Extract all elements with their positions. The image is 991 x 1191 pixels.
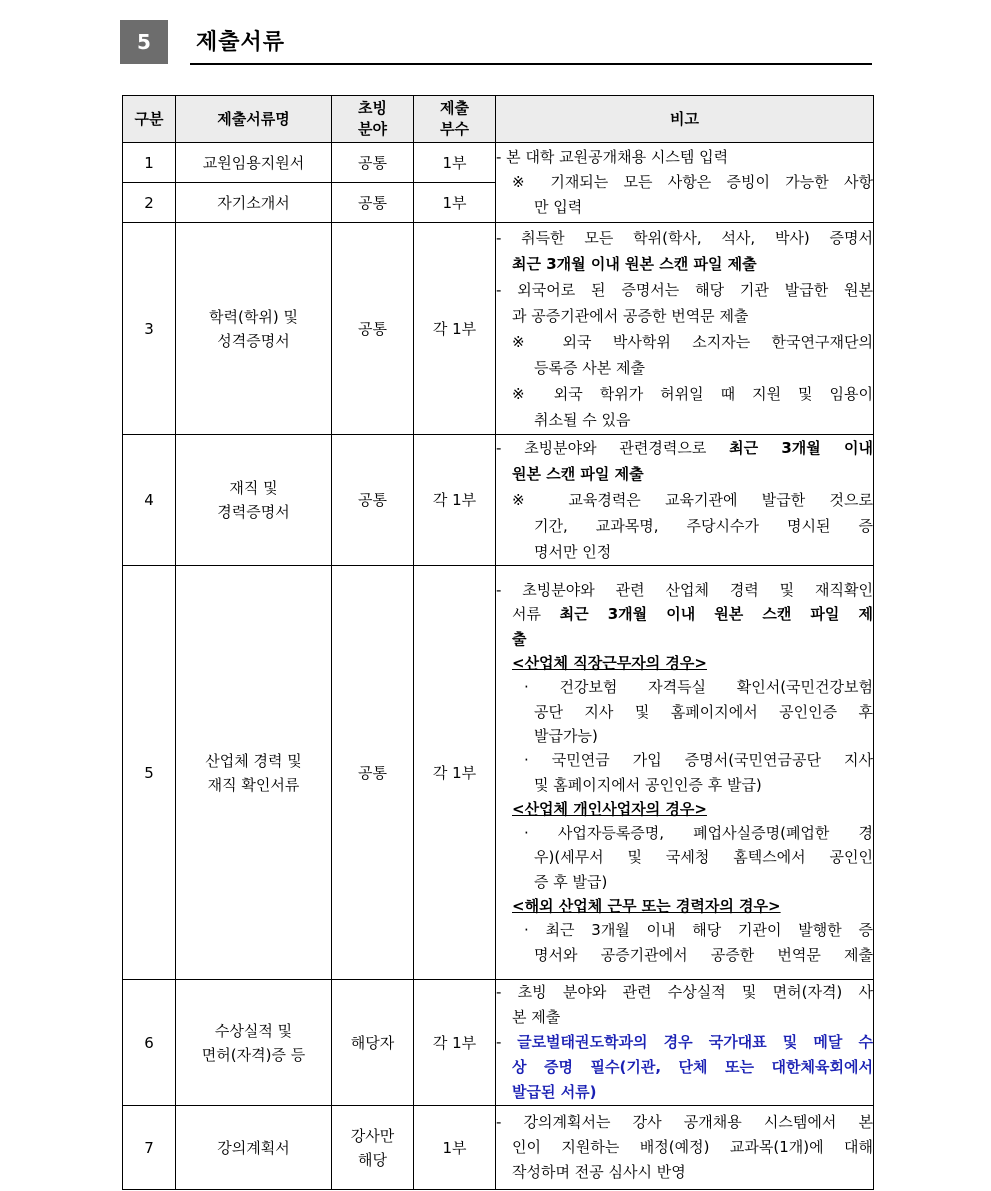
row-remarks bbox=[496, 143, 874, 223]
row-no: 6 bbox=[123, 980, 176, 1106]
table-row bbox=[123, 566, 874, 980]
remark-text: - 초빙분야와 관련경력으로 bbox=[496, 439, 730, 457]
row-remarks bbox=[496, 1106, 874, 1190]
remark-line bbox=[496, 1030, 873, 1055]
remark-line: - 본 대학 교원공개채용 시스템 입력 bbox=[496, 148, 729, 166]
remark-line: ※ 기재되는 모든 사항은 증빙이 가능한 사항 bbox=[512, 173, 873, 191]
row-copies: 각 1부 bbox=[414, 435, 496, 566]
remark-line: 명서만 인정 bbox=[534, 543, 612, 561]
remark-text: 서류 bbox=[512, 605, 560, 624]
row-name: 학력(학위) 및 성격증명서 bbox=[176, 223, 332, 435]
remark-line: 출 bbox=[512, 629, 527, 648]
remark-line: 만 입력 bbox=[534, 198, 583, 216]
table-row bbox=[123, 435, 874, 566]
remark-line: 인이 지원하는 배정(예정) 교과목(1개)에 대해 bbox=[512, 1138, 873, 1156]
remark-line: ※ 외국 학위가 허위일 때 지원 및 임용이 bbox=[512, 384, 873, 403]
row-no: 4 bbox=[123, 435, 176, 566]
remark-line: · 건강보험 자격득실 확인서(국민건강보험 bbox=[524, 678, 873, 697]
row-name: 재직 및 경력증명서 bbox=[176, 435, 332, 566]
row-field: 공통 bbox=[332, 435, 414, 566]
subheading-overseas: <해외 산업체 근무 또는 경력자의 경우> bbox=[512, 896, 781, 915]
remark-line: 원본 스캔 파일 제출 bbox=[512, 465, 644, 483]
remark-line: 발급된 서류) bbox=[512, 1083, 597, 1101]
header-no: 구분 bbox=[123, 96, 176, 143]
remark-line: 명서와 공증기관에서 공증한 번역문 제출 bbox=[534, 945, 873, 964]
row-name: 산업체 경력 및 재직 확인서류 bbox=[176, 566, 332, 980]
remark-line bbox=[496, 435, 873, 461]
remark-line: 및 홈페이지에서 공인인증 후 발급) bbox=[534, 775, 762, 794]
row-no: 7 bbox=[123, 1106, 176, 1190]
remark-emphasis: 최근 3개월 이내 원본 스캔 파일 제 bbox=[559, 605, 873, 624]
remark-line: · 국민연금 가입 증명서(국민연금공단 지사 bbox=[524, 751, 873, 770]
row-no: 5 bbox=[123, 566, 176, 980]
row-copies: 1부 bbox=[414, 143, 496, 183]
remark-line: - 강의계획서는 강사 공개채용 시스템에서 본 bbox=[496, 1113, 873, 1131]
remark-line: 과 공증기관에서 공증한 번역문 제출 bbox=[512, 306, 749, 325]
remark-line: ※ 외국 박사학위 소지자는 한국연구재단의 bbox=[512, 332, 873, 351]
section-number: 5 bbox=[120, 20, 168, 64]
remark-line bbox=[496, 602, 873, 626]
remark-line: 상 증명 필수(기관, 단체 또는 대한체육회에서 bbox=[512, 1058, 873, 1076]
row-remarks bbox=[496, 223, 874, 435]
remark-line: - 초빙 분야와 관련 수상실적 및 면허(자격) 사 bbox=[496, 983, 873, 1001]
remark-line: ※ 교육경력은 교육기관에 발급한 것으로 bbox=[512, 491, 873, 509]
remark-line: 작성하며 전공 심사시 반영 bbox=[512, 1163, 686, 1181]
row-name: 자기소개서 bbox=[176, 183, 332, 223]
remark-line: - 취득한 모든 학위(학사, 석사, 박사) 증명서 bbox=[496, 228, 873, 247]
table-row bbox=[123, 223, 874, 435]
table-row bbox=[123, 143, 874, 183]
remark-text: - bbox=[496, 1033, 518, 1051]
remark-line: 취소될 수 있음 bbox=[534, 410, 631, 429]
row-name: 교원임용지원서 bbox=[176, 143, 332, 183]
row-remarks bbox=[496, 980, 874, 1106]
row-field: 공통 bbox=[332, 143, 414, 183]
header-copies: 제출 부수 bbox=[414, 96, 496, 143]
section-title: 제출서류 bbox=[196, 30, 286, 55]
remark-line: 공단 지사 및 홈페이지에서 공인인증 후 bbox=[534, 702, 873, 721]
row-field: 공통 bbox=[332, 223, 414, 435]
row-remarks bbox=[496, 566, 874, 980]
subheading-sole-proprietors: <산업체 개인사업자의 경우> bbox=[512, 799, 707, 818]
remark-line: 최근 3개월 이내 원본 스캔 파일 제출 bbox=[512, 254, 757, 273]
remark-line: · 사업자등록증명, 폐업사실증명(폐업한 경 bbox=[524, 824, 873, 843]
row-copies: 각 1부 bbox=[414, 566, 496, 980]
remark-line: - 외국어로 된 증명서는 해당 기관 발급한 원본 bbox=[496, 280, 873, 299]
row-copies: 각 1부 bbox=[414, 980, 496, 1106]
subheading-office-workers: <산업체 직장근무자의 경우> bbox=[512, 654, 707, 673]
remark-line: 증 후 발급) bbox=[534, 872, 608, 891]
title-underline bbox=[190, 63, 872, 65]
header-field: 초빙 분야 bbox=[332, 96, 414, 143]
table-row bbox=[123, 1106, 874, 1190]
row-copies: 1부 bbox=[414, 183, 496, 223]
row-field: 공통 bbox=[332, 566, 414, 980]
row-name: 수상실적 및 면허(자격)증 등 bbox=[176, 980, 332, 1106]
row-no: 3 bbox=[123, 223, 176, 435]
header-name: 제출서류명 bbox=[176, 96, 332, 143]
remark-emphasis: 글로벌태권도학과의 경우 국가대표 및 메달 수 bbox=[517, 1033, 873, 1051]
remark-line: 등록증 사본 제출 bbox=[534, 358, 645, 377]
remark-line: 우)(세무서 및 국세청 홈텍스에서 공인인 bbox=[534, 848, 873, 867]
row-name: 강의계획서 bbox=[176, 1106, 332, 1190]
remark-line: 발급가능) bbox=[534, 726, 598, 745]
documents-table bbox=[122, 95, 874, 1190]
row-field: 해당자 bbox=[332, 980, 414, 1106]
remark-emphasis: 최근 3개월 이내 bbox=[729, 439, 874, 457]
remark-line: · 최근 3개월 이내 해당 기관이 발행한 증 bbox=[524, 921, 873, 940]
table-header-row bbox=[123, 96, 874, 143]
remark-line: 본 제출 bbox=[512, 1008, 561, 1026]
row-remarks bbox=[496, 435, 874, 566]
row-field: 강사만 해당 bbox=[332, 1106, 414, 1190]
row-no: 1 bbox=[123, 143, 176, 183]
header-remarks: 비고 bbox=[496, 96, 874, 143]
remark-line: 기간, 교과목명, 주당시수가 명시된 증 bbox=[534, 517, 873, 535]
row-copies: 1부 bbox=[414, 1106, 496, 1190]
table-row bbox=[123, 980, 874, 1106]
row-field: 공통 bbox=[332, 183, 414, 223]
remark-line: - 초빙분야와 관련 산업체 경력 및 재직확인 bbox=[496, 581, 873, 600]
row-no: 2 bbox=[123, 183, 176, 223]
row-copies: 각 1부 bbox=[414, 223, 496, 435]
